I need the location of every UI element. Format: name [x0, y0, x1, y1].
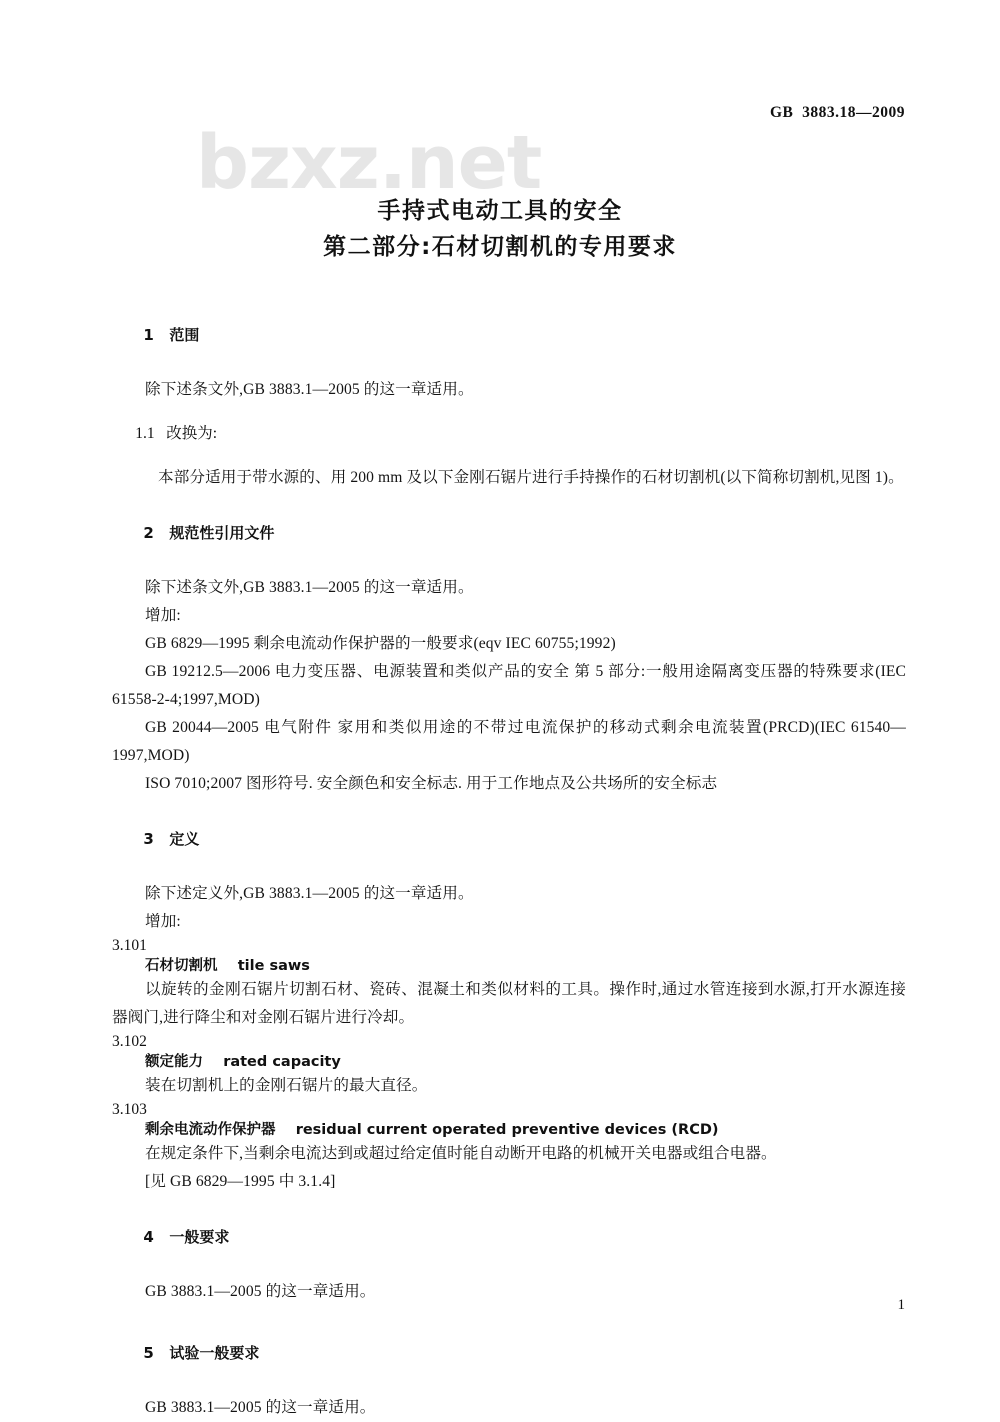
subsection-number-1-1: 1.1: [135, 425, 155, 442]
section-number-2: 2: [143, 524, 154, 542]
section-number-4: 4: [143, 1228, 154, 1246]
section-number-1: 1: [143, 326, 154, 344]
section-label-2: 规范性引用文件: [169, 524, 275, 542]
section-2-paragraph-1: 除下述条文外,GB 3883.1—2005 的这一章适用。: [145, 579, 474, 596]
section-heading-3: [112, 809, 906, 869]
term-title-3-103: 剩余电流动作保护器 residual current operated preventive devices (RCD): [145, 1122, 719, 1138]
term-title-3-101: 石材切割机 tile saws: [145, 958, 310, 974]
section-label-4: 一般要求: [169, 1228, 230, 1246]
section-2-paragraph-2: 增加:: [145, 607, 181, 624]
reference-item-gb19212: GB 19212.5—2006 电力变压器、电源装置和类似产品的安全 第 5 部分:一般用途隔离变压器的特殊要求(IEC 61558-2-4;1997,MOD): [112, 663, 906, 708]
term-body-3-102: 装在切割机上的金刚石锯片的最大直径。: [145, 1077, 428, 1094]
term-title-3-102: 额定能力 rated capacity: [145, 1054, 341, 1070]
section-3-paragraph-2: 增加:: [145, 913, 181, 930]
page-number: 1: [897, 1297, 905, 1313]
watermark: bzxz.net: [196, 120, 542, 206]
subsection-label-1-1: 改换为:: [166, 425, 218, 442]
reference-item-gb20044: GB 20044—2005 电气附件 家用和类似用途的不带过电流保护的移动式剩余电流装置(PRCD)(IEC 61540—1997,MOD): [112, 719, 906, 764]
term-number-3-103: 3.103: [112, 1101, 147, 1118]
title-line-2: 第二部分:石材切割机的专用要求: [323, 234, 677, 260]
section-label-3: 定义: [169, 830, 200, 848]
subsection-1-1-body: 本部分适用于带水源的、用 200 mm 及以下金刚石锯片进行手持操作的石材切割机(以下简称切割机,见图 1)。: [158, 469, 904, 486]
section-heading-1: [112, 305, 906, 365]
document-header-standard-code: GB 3883.18—2009: [769, 104, 905, 121]
title-line-1: 手持式电动工具的安全: [377, 198, 623, 224]
section-number-3: 3: [143, 830, 154, 848]
section-5-paragraph-1: GB 3883.1—2005 的这一章适用。: [145, 1399, 376, 1416]
section-label-1: 范围: [169, 326, 200, 344]
reference-item-gb6829: GB 6829—1995 剩余电流动作保护器的一般要求(eqv IEC 60755;1992): [145, 635, 616, 652]
term-number-3-102: 3.102: [112, 1033, 147, 1050]
reference-item-iso7010: ISO 7010;2007 图形符号. 安全颜色和安全标志. 用于工作地点及公共场所的安全标志: [145, 775, 718, 792]
subsection-heading-1-1: [112, 404, 906, 464]
document-title: [0, 193, 1000, 265]
section-3-paragraph-1: 除下述定义外,GB 3883.1—2005 的这一章适用。: [145, 885, 474, 902]
section-number-5: 5: [143, 1344, 154, 1362]
term-number-3-101: 3.101: [112, 937, 147, 954]
document-body: [112, 305, 906, 1422]
section-heading-5: [112, 1323, 906, 1383]
section-4-paragraph-1: GB 3883.1—2005 的这一章适用。: [145, 1283, 376, 1300]
term-body-3-101: 以旋转的金刚石锯片切割石材、瓷砖、混凝土和类似材料的工具。操作时,通过水管连接到水源,打开水源连接器阀门,进行降尘和对金刚石锯片进行冷却。: [112, 981, 906, 1026]
section-1-paragraph-1: 除下述条文外,GB 3883.1—2005 的这一章适用。: [145, 381, 474, 398]
term-body-3-103: 在规定条件下,当剩余电流达到或超过给定值时能自动断开电路的机械开关电器或组合电器。: [145, 1145, 777, 1162]
section-label-5: 试验一般要求: [169, 1344, 260, 1362]
section-heading-2: [112, 503, 906, 563]
section-heading-4: [112, 1207, 906, 1267]
term-reference-3-103: [见 GB 6829—1995 中 3.1.4]: [145, 1173, 336, 1190]
